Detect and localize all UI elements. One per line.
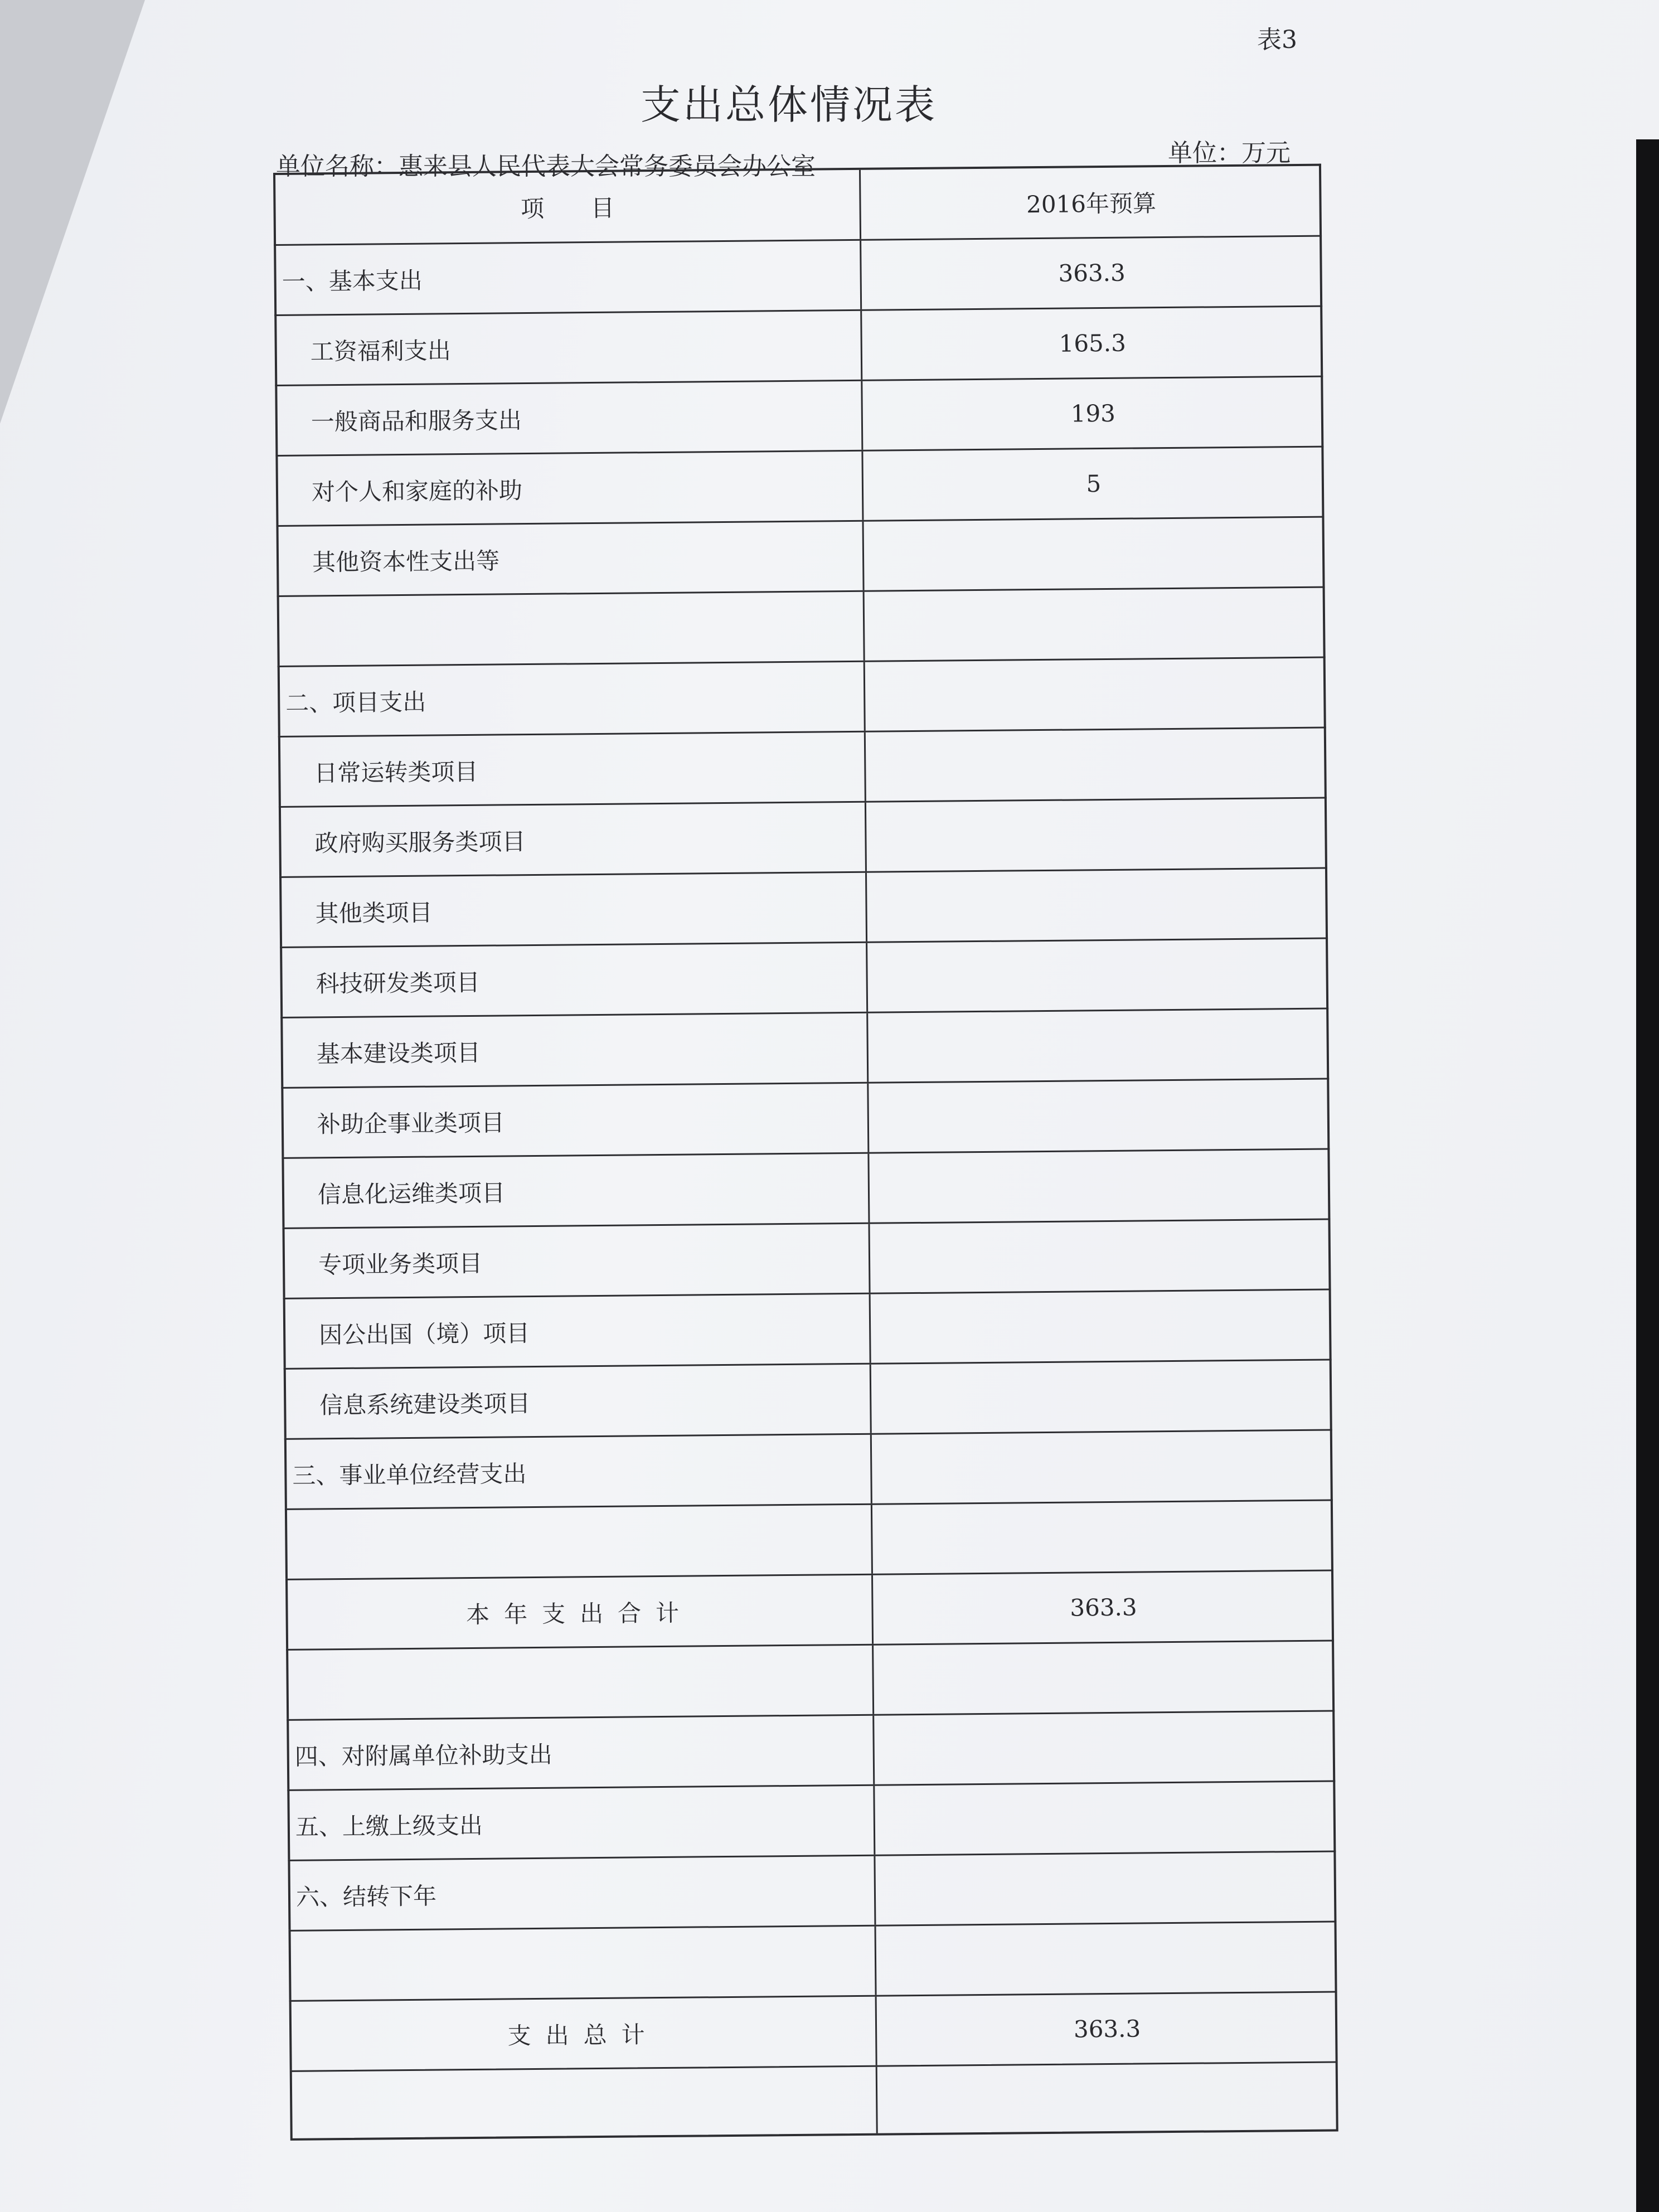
table-row bbox=[279, 867, 1328, 947]
table-row bbox=[287, 1710, 1335, 1789]
row-label: 因公出国（境）项目 bbox=[285, 1294, 871, 1368]
row-label: 对个人和家庭的补助 bbox=[278, 452, 864, 525]
unit-name: 单位名称：惠来县人民代表大会常务委员会办公室 bbox=[276, 152, 816, 181]
table-row bbox=[279, 797, 1327, 876]
row-value bbox=[868, 1010, 1329, 1082]
row-value bbox=[874, 1641, 1335, 1714]
row-label bbox=[291, 1927, 877, 2000]
row-label: 三、事业单位经营支出 bbox=[287, 1435, 872, 1508]
row-value bbox=[870, 1220, 1331, 1293]
row-value bbox=[866, 729, 1327, 801]
expense-table bbox=[273, 164, 1338, 2146]
row-value bbox=[864, 518, 1325, 590]
row-label: 一般商品和服务支出 bbox=[277, 381, 863, 455]
row-value bbox=[865, 588, 1326, 661]
table-row bbox=[287, 1780, 1336, 1859]
table-row bbox=[276, 516, 1325, 595]
row-label: 支出总计 bbox=[292, 1997, 877, 2070]
table-header-row bbox=[273, 164, 1322, 244]
table-row bbox=[289, 1920, 1337, 2000]
row-value bbox=[865, 658, 1326, 731]
table-row bbox=[282, 1148, 1330, 1228]
table-row bbox=[274, 235, 1322, 314]
row-label: 二、项目支出 bbox=[280, 662, 866, 736]
row-label: 本年支出合计 bbox=[288, 1575, 874, 1649]
row-value: 165.3 bbox=[1059, 329, 1127, 357]
row-value bbox=[874, 1711, 1335, 1784]
row-value bbox=[872, 1501, 1333, 1574]
row-label: 五、上缴上级支出 bbox=[289, 1786, 875, 1860]
table-row bbox=[278, 727, 1327, 806]
row-label bbox=[288, 1646, 874, 1719]
row-label: 一、基本支出 bbox=[276, 241, 862, 314]
row-value bbox=[869, 1150, 1330, 1223]
table-row bbox=[285, 1500, 1333, 1579]
row-label: 基本建设类项目 bbox=[283, 1013, 869, 1087]
paper-corner-shadow bbox=[0, 0, 145, 424]
table-number: 表3 bbox=[1257, 26, 1297, 54]
table-row bbox=[290, 2061, 1338, 2140]
table-row bbox=[284, 1429, 1333, 1508]
row-value bbox=[875, 1852, 1336, 1924]
row-label: 六、结转下年 bbox=[290, 1856, 876, 1930]
row-label: 政府购买服务类项目 bbox=[281, 803, 867, 876]
table-row bbox=[278, 657, 1326, 736]
table-row bbox=[280, 1008, 1329, 1087]
row-label: 日常运转类项目 bbox=[280, 733, 866, 806]
column-header-item: 项 目 bbox=[275, 170, 861, 244]
table-row bbox=[280, 938, 1328, 1017]
row-label: 信息化运维类项目 bbox=[284, 1154, 870, 1228]
row-value: 193 bbox=[1070, 399, 1116, 428]
row-value bbox=[867, 939, 1328, 1012]
table-row bbox=[283, 1289, 1332, 1368]
row-label: 科技研发类项目 bbox=[282, 943, 868, 1017]
row-label: 专项业务类项目 bbox=[285, 1224, 871, 1298]
table-row bbox=[286, 1639, 1335, 1719]
row-value bbox=[875, 1782, 1336, 1854]
row-label: 其他类项目 bbox=[282, 873, 867, 947]
row-value bbox=[876, 1922, 1337, 1995]
row-label: 信息系统建设类项目 bbox=[286, 1365, 872, 1438]
row-value bbox=[871, 1361, 1332, 1433]
currency-unit: 单位：万元 bbox=[1168, 139, 1291, 167]
row-value: 363.3 bbox=[1070, 1593, 1137, 1622]
row-value bbox=[872, 1431, 1333, 1503]
table-row bbox=[274, 305, 1323, 385]
row-value: 5 bbox=[1086, 470, 1102, 498]
table-row bbox=[289, 1991, 1338, 2070]
table-row bbox=[288, 1850, 1336, 1929]
row-label bbox=[279, 592, 865, 666]
table-row bbox=[281, 1078, 1330, 1157]
table-row bbox=[275, 446, 1324, 525]
page-title: 支出总体情况表 bbox=[640, 81, 937, 128]
table-row bbox=[277, 586, 1326, 666]
row-value: 363.3 bbox=[1073, 2015, 1141, 2043]
row-value bbox=[871, 1291, 1332, 1363]
row-value bbox=[867, 869, 1328, 942]
table-row bbox=[275, 376, 1323, 455]
table-row bbox=[285, 1569, 1334, 1648]
row-label: 其他资本性支出等 bbox=[279, 522, 865, 595]
column-header-budget: 2016年预算 bbox=[1026, 190, 1157, 219]
row-label: 补助企事业类项目 bbox=[283, 1084, 869, 1157]
row-value bbox=[869, 1080, 1330, 1152]
row-label bbox=[287, 1505, 873, 1579]
row-label bbox=[292, 2067, 878, 2138]
table-row bbox=[284, 1359, 1332, 1438]
row-value: 363.3 bbox=[1058, 259, 1126, 287]
table-row bbox=[283, 1219, 1331, 1298]
desk-edge bbox=[1636, 139, 1659, 2212]
row-value bbox=[866, 799, 1327, 871]
row-label: 工资福利支出 bbox=[276, 311, 862, 385]
row-value bbox=[877, 2063, 1338, 2133]
row-label: 四、对附属单位补助支出 bbox=[289, 1716, 875, 1789]
